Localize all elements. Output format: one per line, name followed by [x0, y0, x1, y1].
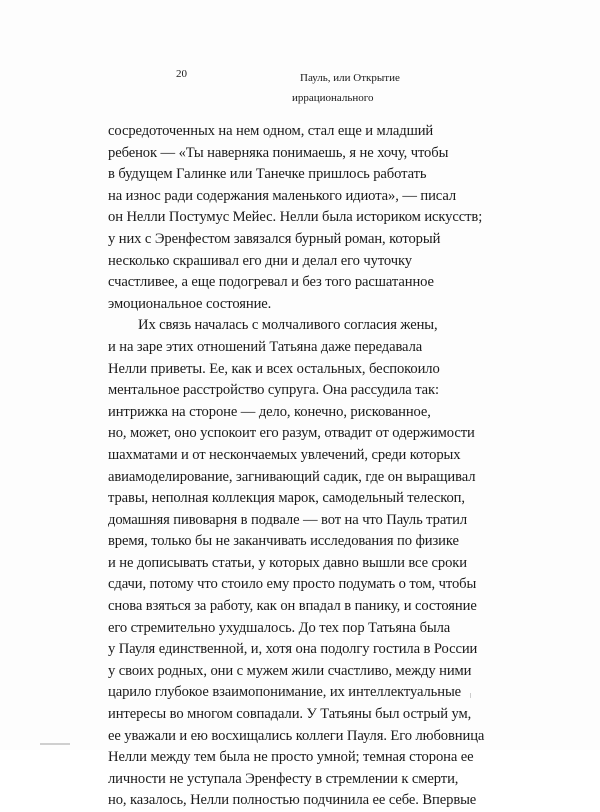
text-line: личности не уступала Эренфесту в стремлении к смерти,: [108, 770, 459, 787]
page-header: [0, 64, 600, 104]
text-line: несколько скрашивал его дни и делал его чуточку: [108, 252, 412, 269]
text-line: сдачи, потому что стоило ему просто подумать о том, чтобы: [108, 576, 477, 593]
text-line: и не дописывать статьи, у которых давно вышли все сроки: [108, 554, 467, 571]
text-line: шахматами и от нескончаемых увлечений, среди которых: [108, 446, 461, 463]
text-line: время, только бы не заканчивать исследования по физике: [108, 533, 459, 550]
text-line: интрижка на стороне — дело, конечно, рискованное,: [108, 403, 431, 420]
text-line: снова взяться за работу, как он впадал в панику, и состояние: [108, 598, 477, 615]
scan-edge-mark: [40, 743, 70, 745]
paragraph-first-line: Их связь началась с молчаливого согласия жены,: [138, 317, 438, 334]
text-line: Нелли между тем была не просто умной; темная сторона ее: [108, 749, 474, 766]
text-line: травы, неполная коллекция марок, самодельный телескоп,: [108, 490, 465, 507]
page-number: 20: [176, 68, 187, 80]
text-line: Нелли приветы. Ее, как и всех остальных, беспокоило: [108, 360, 440, 377]
text-line: но, казалось, Нелли полностью подчинила ее себе. Впервые: [108, 792, 477, 809]
text-line: сосредоточенных на нем одном, стал еще и младший: [108, 123, 434, 139]
text-line: счастливее, а еще подогревал и без того расшатанное: [108, 274, 434, 291]
text-line: в будущем Галинке или Танечке пришлось работать: [108, 166, 427, 183]
text-line: ее уважали и ею восхищались коллеги Пауля. Его любовница: [108, 727, 485, 744]
text-line: он Нелли Постумус Мейес. Нелли была историком искусств;: [108, 209, 483, 226]
scan-speck: [470, 693, 471, 698]
text-line: ментальное расстройство супруга. Она рассудила так:: [108, 382, 439, 399]
text-line: авиамоделирование, загнивающий садик, где он выращивал: [108, 468, 476, 485]
text-line: но, может, оно успокоит его разум, отвадит от одержимости: [108, 425, 475, 442]
text-line: у Пауля единственной, и, хотя она подолгу гостила в России: [108, 641, 478, 658]
text-line: и на заре этих отношений Татьяна даже передавала: [108, 338, 423, 355]
running-title-line-2: иррационального: [292, 92, 374, 104]
body-text: [108, 121, 508, 812]
text-line: его стремительно ухудшалось. До тех пор Татьяна была: [108, 619, 451, 636]
text-line: интересы во многом совпадали. У Татьяны был острый ум,: [108, 706, 472, 723]
text-line: у них с Эренфестом завязался бурный роман, который: [108, 230, 441, 247]
running-title: [292, 68, 400, 108]
text-line: царило глубокое взаимопонимание, их интеллектуальные: [108, 684, 462, 701]
text-line: ребенок — «Ты наверняка понимаешь, я не хочу, чтобы: [108, 144, 449, 161]
running-title-line-1: Пауль, или Открытие: [300, 72, 400, 84]
text-line: домашняя пивоварня в подвале — вот на что Пауль тратил: [108, 511, 468, 528]
text-line: эмоциональное состояние.: [108, 295, 272, 312]
text-line: на износ ради содержания маленького идиота», — писал: [108, 187, 457, 204]
text-line: у своих родных, они с мужем жили счастливо, между ними: [108, 662, 472, 679]
